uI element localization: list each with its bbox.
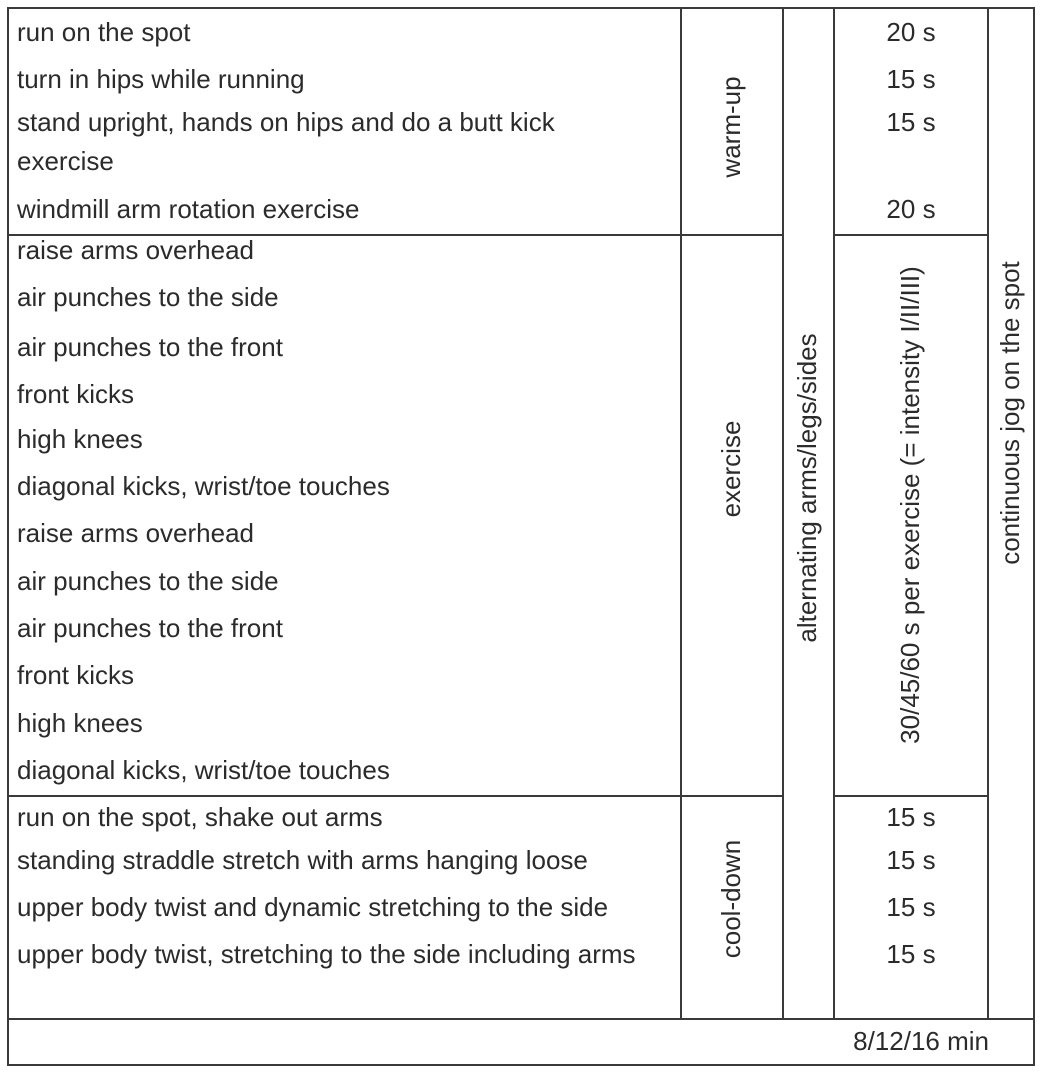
border-left (7, 7, 9, 1066)
exercise-item: turn in hips while running (17, 64, 305, 94)
duration-value: 15 s (886, 939, 936, 969)
duration-value: 20 s (886, 17, 936, 47)
exercise-item: windmill arm rotation exercise (17, 194, 360, 224)
exercise-item: run on the spot, shake out arms (17, 802, 383, 832)
duration-value: 15 s (886, 64, 936, 94)
section-label-cool-down: cool-down (716, 839, 746, 959)
section-divider-2 (7, 795, 783, 797)
exercise-item: diagonal kicks, wrist/toe touches (17, 471, 390, 501)
exercise-item: raise arms overhead (17, 235, 254, 265)
border-right (1033, 7, 1035, 1066)
section-label-exercise: exercise (716, 420, 746, 518)
section-divider-1b (833, 234, 988, 236)
exercise-item: upper body twist, stretching to the side including arms (17, 939, 636, 969)
section-divider-2b (833, 795, 988, 797)
exercise-item: air punches to the front (17, 613, 283, 643)
duration-value: 15 s (886, 892, 936, 922)
workout-table (7, 7, 1035, 1066)
exercise-item: raise arms overhead (17, 518, 254, 548)
exercise-item: air punches to the front (17, 332, 283, 362)
duration-value: 20 s (886, 194, 936, 224)
exercise-item: stand upright, hands on hips and do a butt kick exercise (17, 107, 555, 176)
exercise-duration-note: 30/45/60 s per exercise (= intensity I/II/III) (895, 266, 925, 744)
exercise-item: standing straddle stretch with arms hanging loose (17, 845, 588, 875)
exercise-item: upper body twist and dynamic stretching to the side (17, 892, 609, 922)
divider-col-2 (782, 7, 784, 1019)
duration-value: 15 s (886, 107, 936, 137)
border-top (7, 7, 1035, 9)
section-label-warm-up: warm-up (716, 76, 746, 178)
exercise-item: front kicks (17, 660, 135, 690)
exercise-item: high knees (17, 424, 143, 454)
exercise-item: air punches to the side (17, 282, 279, 312)
exercise-item: air punches to the side (17, 566, 279, 596)
duration-value: 15 s (886, 802, 936, 832)
continuous-jog-label: continuous jog on the spot (995, 261, 1025, 565)
total-time: 8/12/16 min (853, 1026, 989, 1056)
divider-col-1 (680, 7, 682, 1019)
total-row-divider (7, 1018, 1035, 1020)
duration-value: 15 s (886, 845, 936, 875)
exercise-item: diagonal kicks, wrist/toe touches (17, 755, 390, 785)
exercise-item: high knees (17, 708, 143, 738)
border-bottom (7, 1064, 1035, 1066)
alternating-label: alternating arms/legs/sides (792, 333, 822, 643)
exercise-item: run on the spot (17, 17, 191, 47)
exercise-item: front kicks (17, 379, 135, 409)
divider-col-4 (987, 7, 989, 1019)
